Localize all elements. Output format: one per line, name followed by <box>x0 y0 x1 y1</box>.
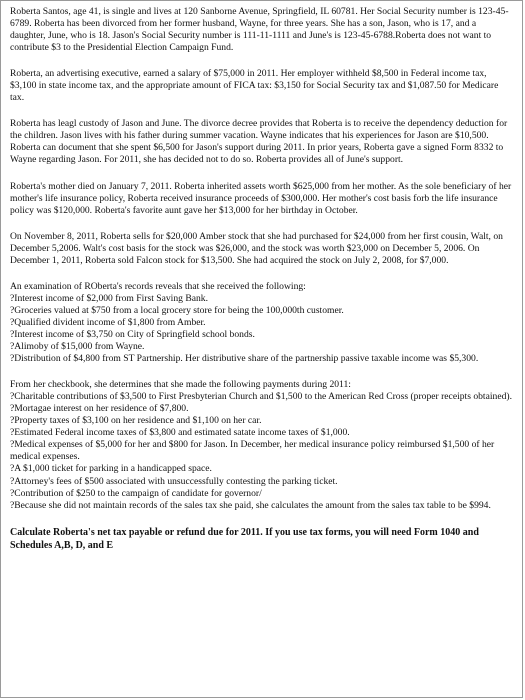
paragraph-stock-sales <box>10 231 514 267</box>
payment-item: ?Because she did not maintain records of the sales tax she paid, she calculates the amount from the sales tax table to be $994. <box>10 499 491 511</box>
income-intro: An examination of ROberta's records reveals that she received the following: <box>10 280 306 292</box>
question-prompt: Calculate Roberta's net tax payable or refund due for 2011. If you use tax forms, you will need Form 1040 and Schedules A,B, D, and E <box>10 526 479 551</box>
payment-item: ?Attorney's fees of $500 associated with unsuccessfully contesting the parking ticket. <box>10 475 338 487</box>
income-section <box>10 281 514 365</box>
payments-section <box>10 379 514 512</box>
payment-item: ?Charitable contributions of $3,500 to First Presbyterian Church and $1,500 to the American Red Cross (proper receipts obtained). <box>10 391 512 403</box>
payment-item: ?Mortagae interest on her residence of $7,800. <box>10 403 189 415</box>
paragraph-inheritance <box>10 181 514 217</box>
paragraph-salary <box>10 68 514 104</box>
payment-item: ?Property taxes of $3,100 on her residence and $1,100 on her car. <box>10 415 262 427</box>
payment-item: ?Contribution of $250 to the campaign of candidate for governor/ <box>10 487 262 499</box>
payment-item: ?Medical expenses of $5,000 for her and $800 for Jason. In December, her medical insurance policy reimbursed $1,500 of her medical expenses. <box>10 439 495 463</box>
paragraph-custody <box>10 118 514 166</box>
paragraph-personal-info <box>10 6 514 54</box>
income-item: ?Interest income of $3,750 on City of Springfield school bonds. <box>10 328 255 340</box>
paragraph-text: Roberta's mother died on January 7, 2011. Roberta inherited assets worth $625,000 from her mother. As the sole beneficiary of her mother's life insurance policy, Roberta received insurance proceeds of $300,000. Her mother's cost basis forb the life insurance policy was $120,000. Roberta's favorite aunt gave her $13,000 for her birthday in October. <box>10 180 512 216</box>
payment-item: ?Estimated Federal income taxes of $3,800 and estimated satate income taxes of $1,000. <box>10 427 350 439</box>
income-item: ?Interest income of $2,000 from First Saving Bank. <box>10 292 208 304</box>
payments-intro: From her checkbook, she determines that she made the following payments during 2011: <box>10 379 351 391</box>
income-item: ?Distribution of $4,800 from ST Partnership. Her distributive share of the partnership passive taxable income was $5,300. <box>10 353 479 365</box>
income-item: ?Qualified divident income of $1,800 from Amber. <box>10 316 206 328</box>
income-item: ?Alimoby of $15,000 from Wayne. <box>10 341 145 353</box>
paragraph-text: Roberta has leagl custody of Jason and June. The divorce decree provides that Roberta is to receive the dependency deduction for the children. Jason lives with his father during summer vacation. Wayne indicates that his experiences for Jason are $10,500. Roberta can document that she spent $6,500 for Jason's support during 2011. In prior years, Roberta gave a signed Form 8332 to Wayne regarding Jason. For 2011, she has decided not to do so. Roberta provides all of June's support. <box>10 118 508 166</box>
payment-item: ?A $1,000 ticket for parking in a handicapped space. <box>10 463 212 475</box>
paragraph-text: Roberta Santos, age 41, is single and lives at 120 Sanborne Avenue, Springfield, IL 60781. Her Social Security number is 123-45-6789. Roberta has been divorced from her former husband, Wayne, for three years. She has a son, Jason, who is 17, and a daughter, June, who is 18. Jason's Social Security number is 111-11-1111 and June's is 123-45-6788.Roberta does not want to contribute $3 to the Presidential Election Campaign Fund. <box>10 6 509 54</box>
income-item: ?Groceries valued at $750 from a local grocery store for being the 100,000th customer. <box>10 304 344 316</box>
paragraph-text: Roberta, an advertising executive, earned a salary of $75,000 in 2011. Her employer withheld $8,500 in Federal income tax, $3,100 in state income tax, and the appropriate amount of FICA tax: $3,150 for Social Security tax and $1,087.50 for Medicare tax. <box>10 68 499 104</box>
paragraph-text: On November 8, 2011, Roberta sells for $20,000 Amber stock that she had purchased for $24,000 from her first cousin, Walt, on December 5,2006. Walt's cost basis for the stock was $26,000, and the stock was worth $23,000 on December 5, 2006. On December 1, 2011, Roberta sold Falcon stock for $13,500. She had acquired the stock on July 2, 2008, for $7,000. <box>10 230 503 266</box>
